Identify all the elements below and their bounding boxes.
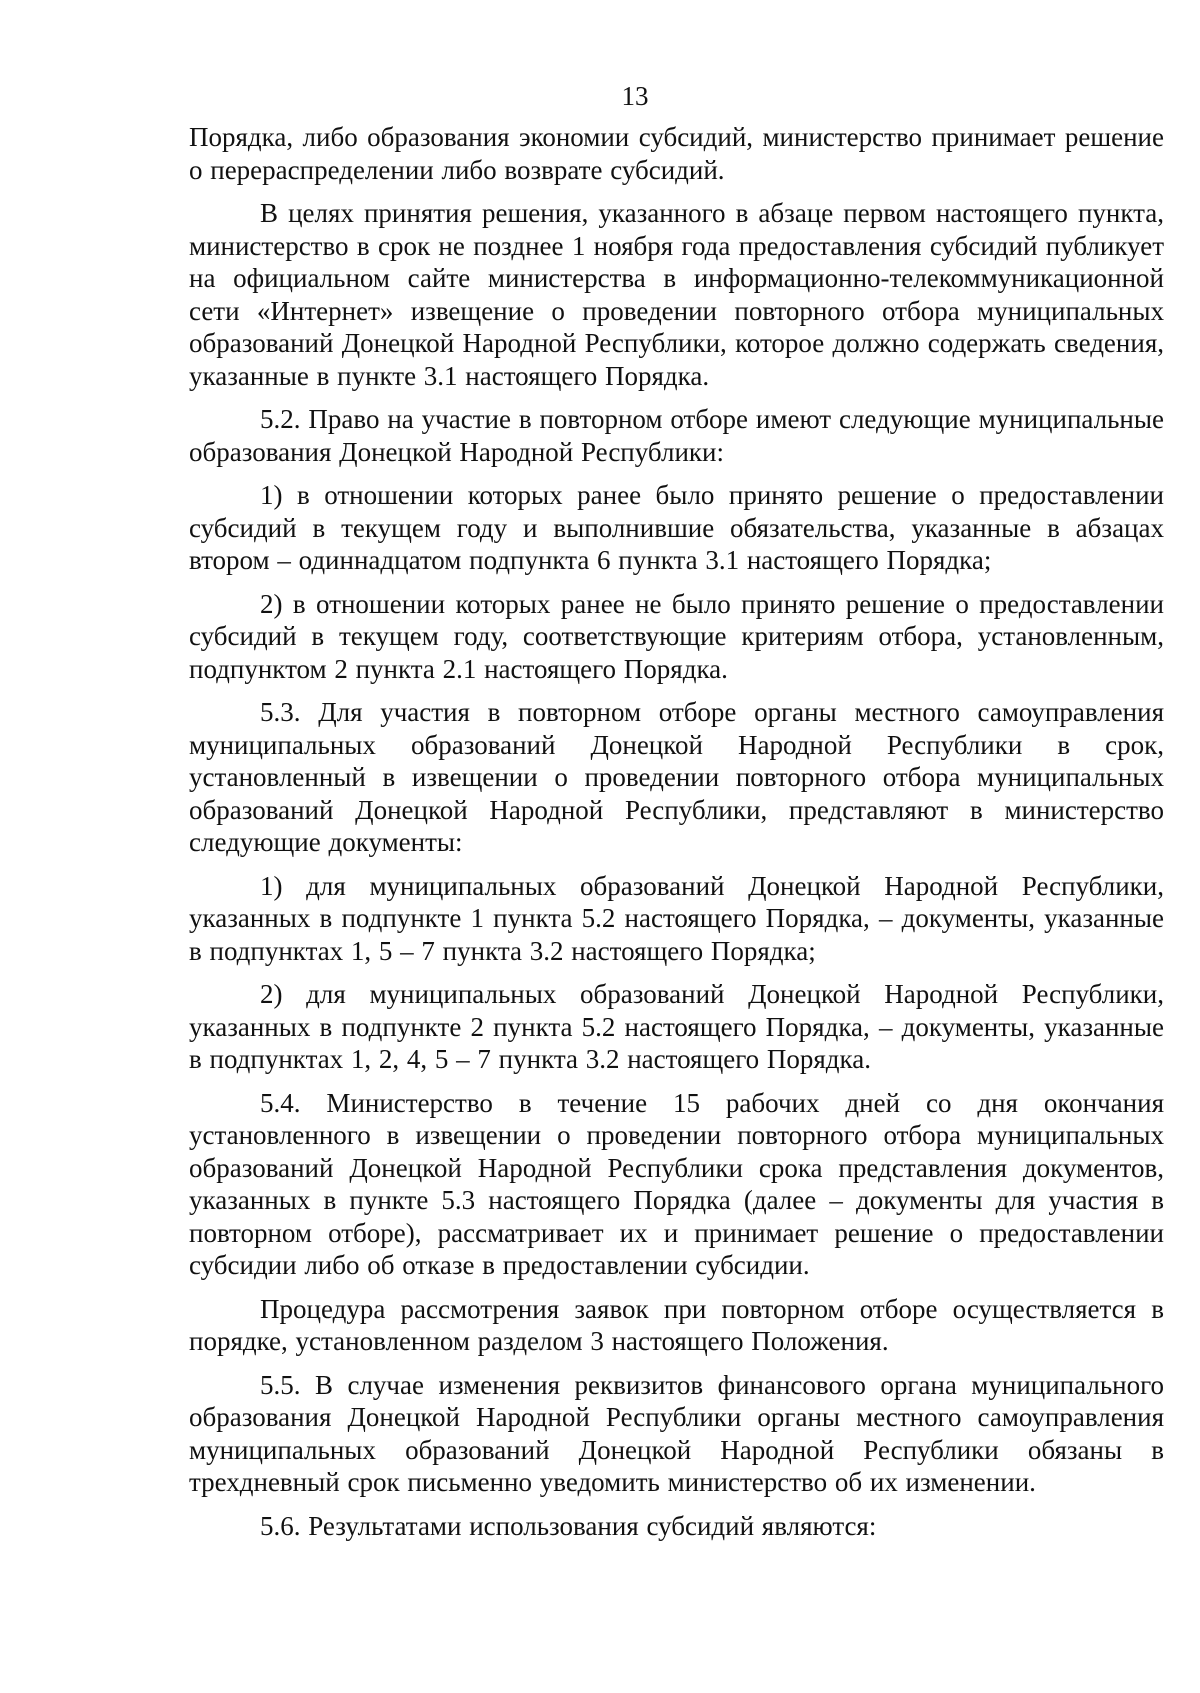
paragraph-5-6: 5.6. Результатами использования субсидий являются: <box>260 1510 877 1541</box>
paragraph-5-2-item-1: 1) в отношении которых ранее было принято решение о предоставлении субсидий в текущем году и выполнившие обязательства, указанные в абзацах втором – одиннадцатом подпункта 6 пункта 3.1 настоящего Порядка; <box>189 480 1164 575</box>
paragraph-5-2-item-2: 2) в отношении которых ранее не было принято решение о предоставлении субсидий в текущем году, соответствующие критериям отбора, установленным, подпунктом 2 пункта 2.1 настоящего Порядка. <box>189 588 1164 684</box>
paragraph-5-3-item-1: 1) для муниципальных образований Донецкой Народной Республики, указанных в подпункте 1 пункта 5.2 настоящего Порядка, – документы, указанные в подпунктах 1, 5 – 7 пункта 3.2 настоящего Порядка; <box>189 870 1164 966</box>
paragraph-continuation: Порядка, либо образования экономии субсидий, министерство принимает решение о перераспределении либо возврате субсидий. <box>189 122 1164 185</box>
paragraph-5-2: 5.2. Право на участие в повторном отборе имеют следующие муниципальные образования Донецкой Народной Республики: <box>189 404 1164 467</box>
page-number: 13 <box>621 81 649 111</box>
paragraph-5-1-second: В целях принятия решения, указанного в абзаце первом настоящего пункта, министерство в срок не позднее 1 ноября года предоставления субсидий публикует на официальном сайте министерства в информационно-телекоммуникационной сети «Интернет» извещение о проведении повторного отбора муниципальных образований Донецкой Народной Республики, которое должно содержать сведения, указанные в пункте 3.1 настоящего Порядка. <box>189 198 1164 391</box>
paragraph-5-4: 5.4. Министерство в течение 15 рабочих дней со дня окончания установленного в извещении о проведении повторного отбора муниципальных образований Донецкой Народной Республики срока представления документов, указанных в пункте 5.3 настоящего Порядка (далее – документы для участия в повторном отборе), рассматривает их и принимает решение о предоставлении субсидии либо об отказе в предоставлении субсидии. <box>189 1087 1164 1280</box>
paragraph-5-3-item-2: 2) для муниципальных образований Донецкой Народной Республики, указанных в подпункте 2 пункта 5.2 настоящего Порядка, – документы, указанные в подпунктах 1, 2, 4, 5 – 7 пункта 3.2 настоящего Порядка. <box>189 979 1164 1074</box>
paragraph-5-5: 5.5. В случае изменения реквизитов финансового органа муниципального образования Донецкой Народной Республики органы местного самоуправления муниципальных образований Донецкой Народной Республики обязаны в трехдневный срок письменно уведомить министерство об их изменении. <box>189 1369 1164 1497</box>
document-body <box>189 121 1164 1553</box>
paragraph-5-4-second: Процедура рассмотрения заявок при повторном отборе осуществляется в порядке, установленном разделом 3 настоящего Положения. <box>189 1293 1164 1356</box>
paragraph-5-3: 5.3. Для участия в повторном отборе органы местного самоуправления муниципальных образований Донецкой Народной Республики в срок, установленный в извещении о проведении повторного отбора муниципальных образований Донецкой Народной Республики, представляют в министерство следующие документы: <box>189 697 1164 857</box>
